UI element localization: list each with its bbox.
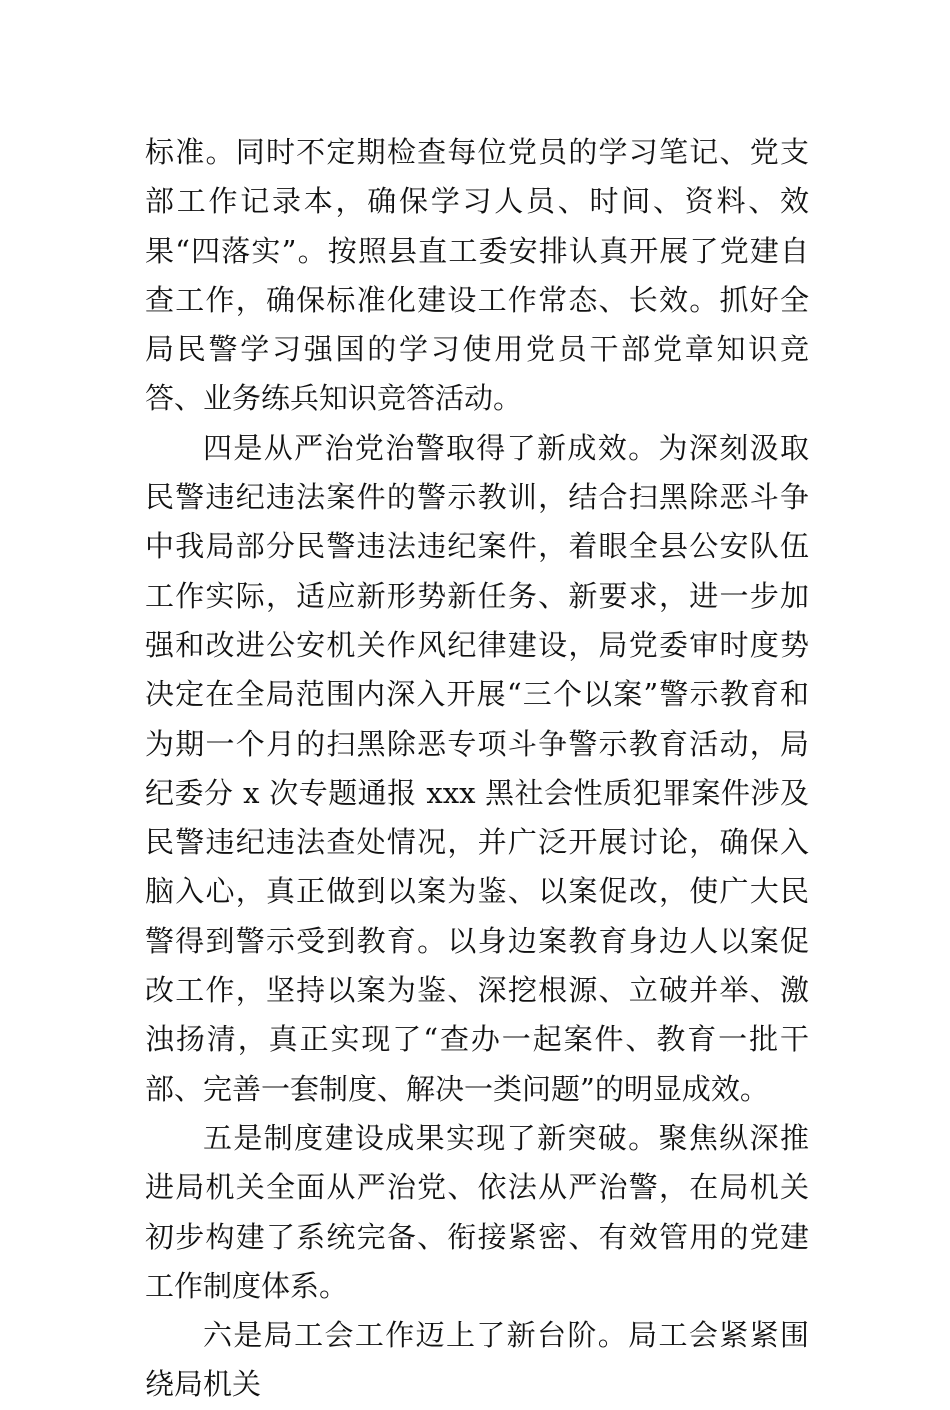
paragraph-union-work: 六是局工会工作迈上了新台阶。局工会紧紧围绕局机关	[145, 1318, 809, 1402]
paragraph-system-building: 五是制度建设成果实现了新突破。聚焦纵深推进局机关全面从严治党、依法从严治警，在局机关初步构建了系统完备、衔接紧密、有效管用的党建工作制度体系。	[145, 1120, 809, 1303]
document-body	[145, 128, 809, 1410]
paragraph-strict-governance: 四是从严治党治警取得了新成效。为深刻汲取民警违纪违法案件的警示教训，结合扫黑除恶斗争中我局部分民警违法违纪案件，着眼全县公安队伍工作实际，适应新形势新任务、新要求，进一步加强和改进公安机关作风纪律建设，局党委审时度势决定在全局范围内深入开展“三个以案”警示教育和为期一个月的扫黑除恶专项斗争警示教育活动，局纪委分 x 次专题通报 xxx 黑社会性质犯罪案件涉及民警违纪违法查处情况，并广泛开展讨论，确保入脑入心，真正做到以案为鉴、以案促改，使广大民警得到警示受到教育。以身边案教育身边人以案促改工作，坚持以案为鉴、深挖根源、立破并举、激浊扬清，真正实现了“查办一起案件、教育一批干部、完善一套制度、解决一类问题”的明显成效。	[145, 430, 809, 1106]
paragraph-study-standards: 标准。同时不定期检查每位党员的学习笔记、党支部工作记录本，确保学习人员、时间、资料、效果“四落实”。按照县直工委安排认真开展了党建自查工作，确保标准化建设工作常态、长效。抓好全局民警学习强国的学习使用党员干部党章知识竞答、业务练兵知识竞答活动。	[145, 135, 809, 416]
